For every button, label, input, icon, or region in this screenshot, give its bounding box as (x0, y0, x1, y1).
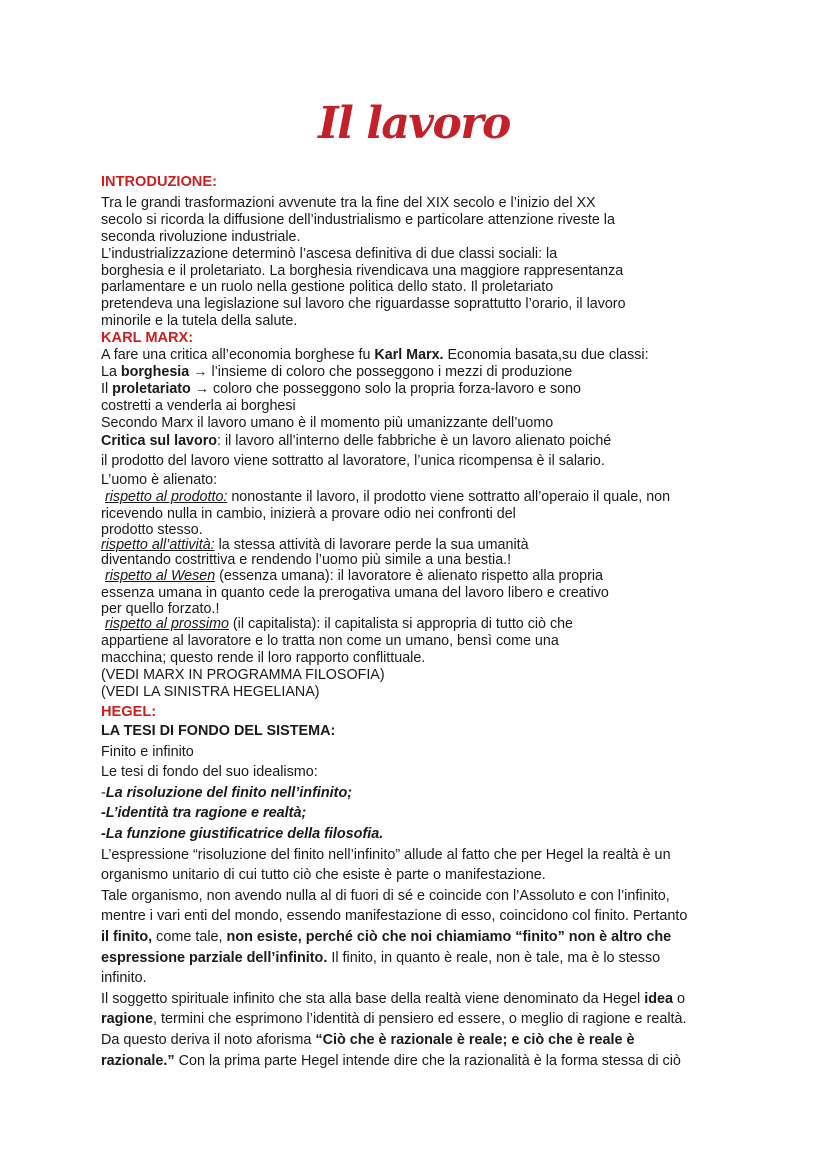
intro-section (101, 174, 741, 330)
intro-line: pretendeva una legislazione sul lavoro che riguardasse soprattutto l’orario, il lavoro (101, 296, 626, 313)
marx-line: Critica sul lavoro: il lavoro all’interno delle fabbriche è un lavoro alienato poiché (101, 433, 612, 450)
marx-line: Secondo Marx il lavoro umano è il momento più umanizzante dell’uomo (101, 414, 554, 431)
intro-line: parlamentare e un ruolo nella gestione politica dello stato. Il proletariato (101, 279, 554, 296)
intro-line: L’industrializzazione determinò l’ascesa definitiva di due classi sociali: la (101, 245, 558, 262)
alienation-wesen-line: essenza umana in quanto cede la prerogativa umana del lavoro libero e creativo (101, 585, 609, 602)
marx-line: L’uomo è alienato: (101, 472, 218, 489)
hegel-paragraph-line: Tale organismo, non avendo nulla al di fuori di sé e coincide con l’Assoluto e con l’infinito, (101, 887, 670, 904)
alienation-wesen: rispetto al Wesen (essenza umana): il lavoratore è alienato rispetto alla propria (104, 568, 603, 585)
marx-line: costretti a venderla ai borghesi (101, 397, 296, 414)
marx-heading: KARL MARX: (101, 330, 194, 346)
intro-line: Tra le grandi trasformazioni avvenute tra la fine del XIX secolo e l’inizio del XX (101, 194, 596, 211)
hegel-paragraph-line: ragione, termini che esprimono l’identità di pensiero ed essere, o meglio di ragione e realtà. (101, 1011, 687, 1028)
hegel-heading: HEGEL: (101, 704, 157, 720)
marx-line: il prodotto del lavoro viene sottratto al lavoratore, l’unica ricompensa è il salario. (101, 453, 605, 470)
alienation-neighbour-line: appartiene al lavoratore e lo tratta non come un umano, bensì come una (101, 632, 559, 649)
alienation-activity-line: diventando costrittiva e rendendo l’uomo più simile a una bestia.! (101, 552, 512, 569)
intro-line: secolo si ricorda la diffusione dell’industrialismo e particolare attenzione riveste la (101, 211, 615, 228)
hegel-line: Finito e infinito (101, 743, 194, 760)
hegel-thesis: -L’identità tra ragione e realtà; (101, 805, 307, 822)
intro-heading: INTRODUZIONE: (101, 174, 217, 190)
alienation-product-line: prodotto stesso. (101, 522, 203, 539)
marx-reference: (VEDI MARX IN PROGRAMMA FILOSOFIA) (101, 666, 385, 683)
alienation-neighbour: rispetto al prossimo (il capitalista): il capitalista si appropria di tutto ciò che (104, 615, 574, 632)
intro-line: borghesia e il proletariato. La borghesia rivendicava una maggiore rappresentanza (101, 262, 624, 279)
alienation-product-line: ricevendo nulla in cambio, inizierà a provare odio nei confronti del (101, 506, 516, 523)
alienation-neighbour-line: macchina; questo rende il loro rapporto conflittuale. (101, 649, 426, 666)
hegel-heading-block (101, 704, 741, 721)
intro-line: minorile e la tutela della salute. (101, 313, 298, 330)
hegel-thesis: -La risoluzione del finito nell’infinito; (101, 784, 353, 801)
hegel-paragraph-line: espressione parziale dell’infinito. Il finito, in quanto è reale, non è tale, ma è lo stesso (101, 949, 661, 966)
hegel-paragraph-line: organismo unitario di cui tutto ciò che esiste è parte o manifestazione. (101, 867, 546, 884)
hegel-thesis: -La funzione giustificatrice della filosofia. (101, 825, 384, 842)
hegel-line: Le tesi di fondo del suo idealismo: (101, 764, 318, 781)
hegel-paragraph-line: Il soggetto spirituale infinito che sta alla base della realtà viene denominato da Hegel idea o (101, 990, 686, 1007)
document-title: Il lavoro (318, 98, 510, 149)
marx-reference: (VEDI LA SINISTRA HEGELIANA) (101, 683, 320, 700)
hegel-paragraph-line: L’espressione “risoluzione del finito nell’infinito” allude al fatto che per Hegel la realtà è un (101, 846, 671, 863)
marx-line: La borghesia → l’insieme di coloro che posseggono i mezzi di produzione (101, 363, 573, 380)
alienation-wesen-line: per quello forzato.! (101, 600, 220, 617)
hegel-paragraph-line: mentre i vari enti del mondo, essendo manifestazione di esso, coincidono col finito. Pertanto (101, 908, 688, 925)
alienation-product: rispetto al prodotto: nonostante il lavoro, il prodotto viene sottratto all’operaio il quale, non (104, 489, 671, 506)
marx-line: Il proletariato → coloro che posseggono solo la propria forza-lavoro e sono (101, 380, 581, 397)
intro-line: seconda rivoluzione industriale. (101, 228, 301, 245)
alienation-activity: rispetto all’attività: la stessa attività di lavorare perde la sua umanità (101, 537, 529, 554)
hegel-paragraph-line: Da questo deriva il noto aforisma “Ciò che è razionale è reale; e ciò che è reale è (101, 1031, 635, 1048)
marx-section (101, 330, 741, 701)
hegel-paragraph-line: infinito. (101, 970, 147, 987)
hegel-paragraph-line: il finito, come tale, non esiste, perché ciò che noi chiamiamo “finito” non è altro che (101, 928, 672, 945)
hegel-paragraph-line: razionale.” Con la prima parte Hegel intende dire che la razionalità è la forma stessa di ciò (101, 1052, 681, 1069)
marx-line: A fare una critica all’economia borghese fu Karl Marx. Economia basata,su due classi: (101, 346, 649, 363)
hegel-section (101, 721, 741, 1071)
hegel-subheading: LA TESI DI FONDO DEL SISTEMA: (101, 723, 336, 739)
